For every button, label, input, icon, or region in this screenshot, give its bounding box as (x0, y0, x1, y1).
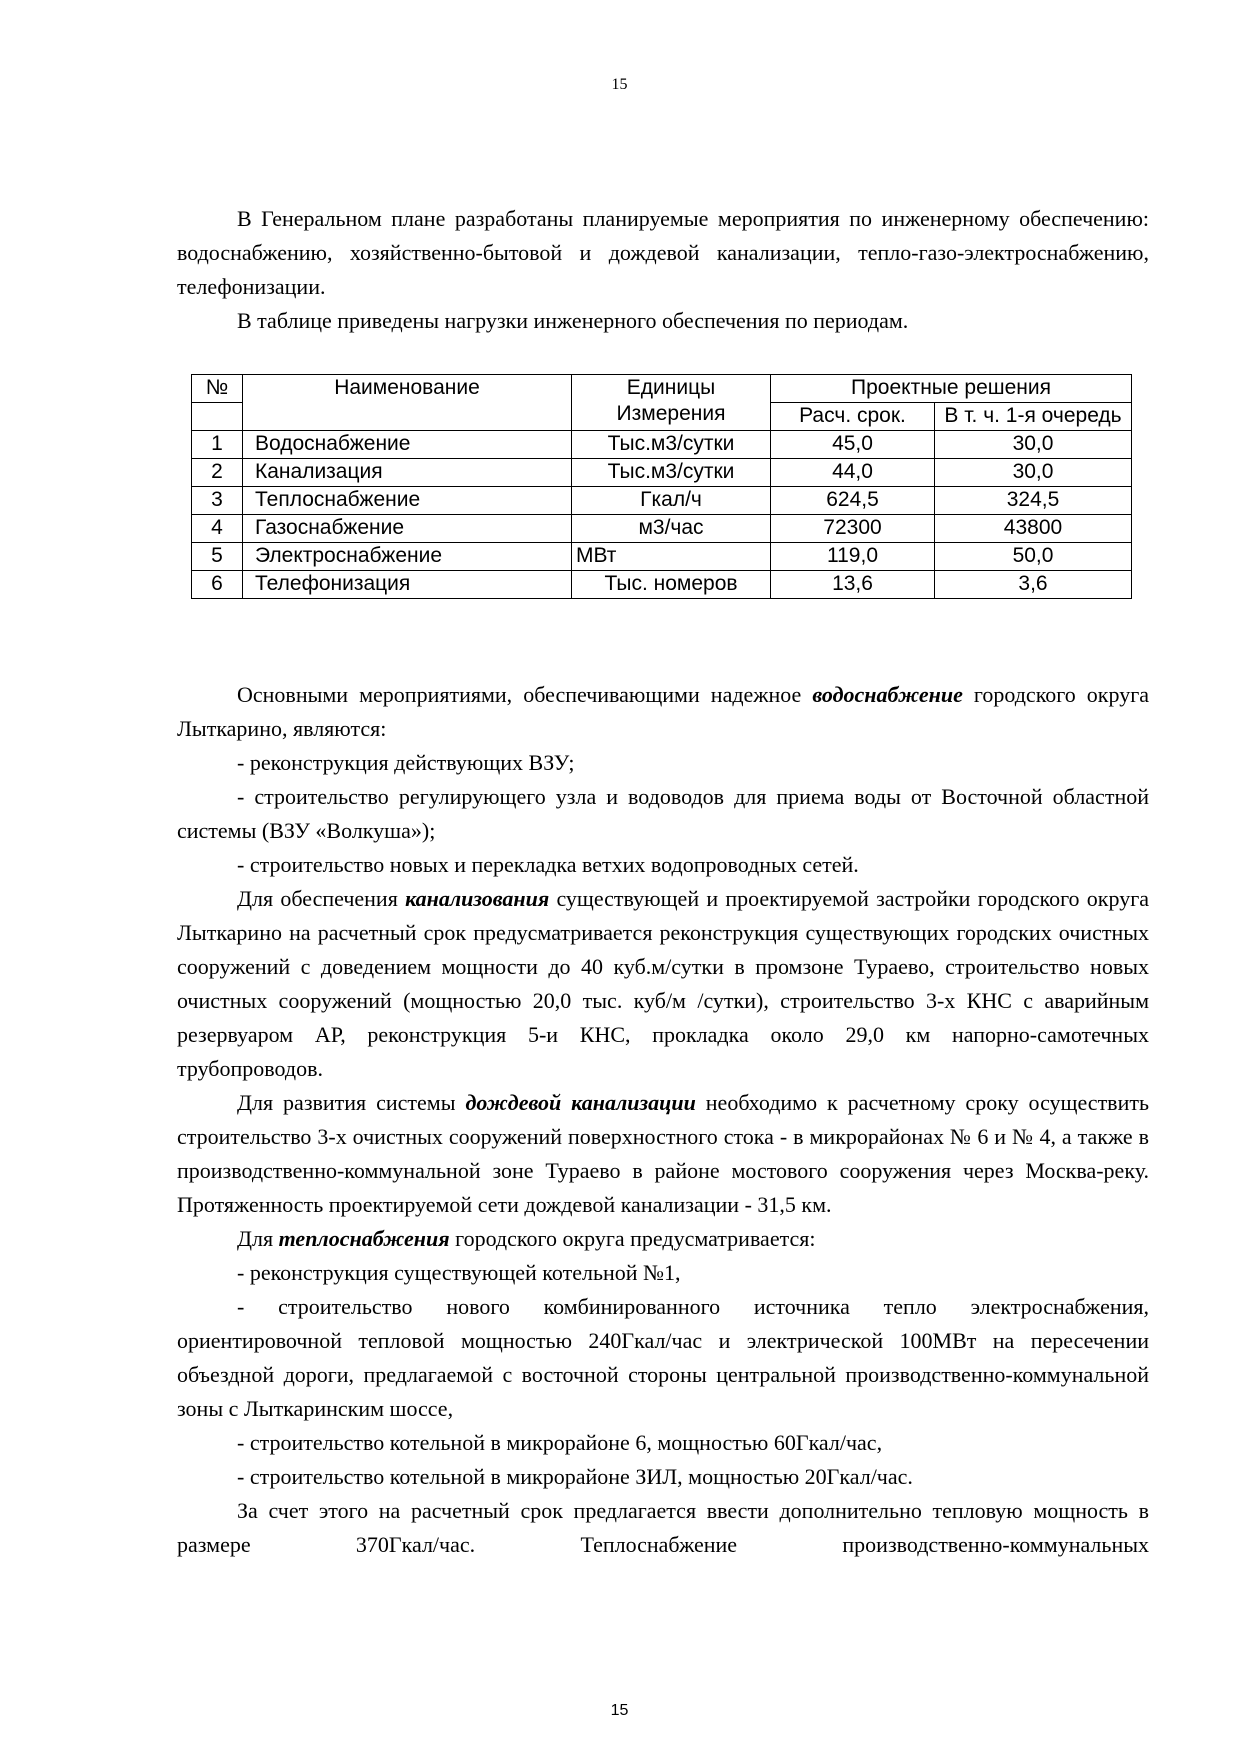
table-row (192, 543, 1132, 571)
header-num: № (192, 375, 243, 403)
row-num: 6 (192, 571, 243, 599)
row-first: 3,6 (935, 571, 1132, 599)
row-name: Телефонизация (243, 571, 572, 599)
intro-paragraph: В Генеральном плане разработаны планируемые мероприятия по инженерному обеспечению: водоснабжению, хозяйственно-бытовой и дождевой канализации, тепло-газо-электроснабжению, телефонизации. (177, 206, 1149, 299)
page-number-top: 15 (611, 76, 628, 93)
row-calc: 45,0 (771, 431, 935, 459)
row-name: Водоснабжение (243, 431, 572, 459)
heat-item: - строительство котельной в микрорайоне ЗИЛ, мощностью 20Гкал/час. (237, 1464, 913, 1489)
row-unit: Тыс.м3/сутки (572, 431, 771, 459)
header-project: Проектные решения (771, 375, 1132, 403)
water-paragraph: Основными мероприятиями, обеспечивающими надежное водоснабжение городского округа Лыткарино, являются: (177, 682, 1149, 741)
header-first: В т. ч. 1-я очередь (935, 403, 1132, 431)
row-name: Теплоснабжение (243, 487, 572, 515)
rain-emphasis: дождевой канализации (465, 1090, 696, 1115)
table-row (192, 487, 1132, 515)
table-row (192, 459, 1132, 487)
table-row (192, 515, 1132, 543)
header-num-empty (192, 403, 243, 431)
rain-paragraph: Для развития системы дождевой канализации необходимо к расчетному сроку осуществить строительство 3-х очистных сооружений поверхностного стока - в микрорайонах № 6 и № 4, а также в производственно-коммунальной зоне Тураево в районе мостового сооружения через Москва-реку. Протяженность проектируемой сети дождевой канализации - 31,5 км. (177, 1090, 1149, 1217)
row-first: 30,0 (935, 431, 1132, 459)
heat-item: - строительство котельной в микрорайоне 6, мощностью 60Гкал/час, (237, 1430, 883, 1455)
row-unit: МВт (572, 543, 771, 571)
row-unit: Тыс.м3/сутки (572, 459, 771, 487)
row-first: 30,0 (935, 459, 1132, 487)
row-calc: 44,0 (771, 459, 935, 487)
row-unit: Тыс. номеров (572, 571, 771, 599)
header-calc: Расч. срок. (771, 403, 935, 431)
row-calc: 624,5 (771, 487, 935, 515)
loads-table (191, 374, 1132, 599)
row-num: 4 (192, 515, 243, 543)
row-num: 2 (192, 459, 243, 487)
sewer-emphasis: канализования (405, 886, 550, 911)
heat-item: - реконструкция существующей котельной №1, (237, 1260, 681, 1285)
measures-body (177, 678, 1149, 1562)
row-calc: 119,0 (771, 543, 935, 571)
heat-emphasis: теплоснабжения (278, 1226, 450, 1251)
water-item: - реконструкция действующих ВЗУ; (237, 750, 575, 775)
row-num: 5 (192, 543, 243, 571)
water-emphasis: водоснабжение (812, 682, 963, 707)
heat-final-paragraph: За счет этого на расчетный срок предлагается ввести дополнительно тепловую мощность в размере 370Гкал/час. Теплоснабжение производственно-коммунальных (177, 1498, 1149, 1557)
water-item: - строительство новых и перекладка ветхих водопроводных сетей. (237, 852, 859, 877)
page-body (177, 202, 1149, 338)
row-name: Газоснабжение (243, 515, 572, 543)
row-name: Электроснабжение (243, 543, 572, 571)
table-row (192, 571, 1132, 599)
water-item: - строительство регулирующего узла и водоводов для приема воды от Восточной областной системы (ВЗУ «Волкуша»); (177, 784, 1149, 843)
row-first: 43800 (935, 515, 1132, 543)
row-unit: Гкал/ч (572, 487, 771, 515)
row-num: 1 (192, 431, 243, 459)
row-calc: 13,6 (771, 571, 935, 599)
header-name: Наименование (243, 375, 572, 431)
header-units: Единицы Измерения (572, 375, 771, 431)
row-name: Канализация (243, 459, 572, 487)
table-row (192, 431, 1132, 459)
heat-item: - строительство нового комбинированного источника тепло электроснабжения, ориентировочной тепловой мощностью 240Гкал/час и электрической 100МВт на пересечении объездной дороги, предлагаемой с восточной стороны центральной производственно-коммунальной зоны с Лыткаринским шоссе, (177, 1294, 1149, 1421)
row-first: 324,5 (935, 487, 1132, 515)
row-first: 50,0 (935, 543, 1132, 571)
page-number-bottom: 15 (610, 1702, 629, 1719)
sewer-paragraph: Для обеспечения канализования существующей и проектируемой застройки городского округа Лыткарино на расчетный срок предусматривается реконструкция существующих городских очистных сооружений с доведением мощности до 40 куб.м/сутки в промзоне Тураево, строительство новых очистных сооружений (мощностью 20,0 тыс. куб/м /сутки), строительство 3-х КНС с аварийным резервуаром АР, реконструкция 5-и КНС, прокладка около 29,0 км напорно-самотечных трубопроводов. (177, 886, 1149, 1081)
heat-paragraph: Для теплоснабжения городского округа предусматривается: (237, 1226, 816, 1251)
table-intro: В таблице приведены нагрузки инженерного обеспечения по периодам. (237, 308, 909, 333)
row-num: 3 (192, 487, 243, 515)
row-unit: м3/час (572, 515, 771, 543)
row-calc: 72300 (771, 515, 935, 543)
